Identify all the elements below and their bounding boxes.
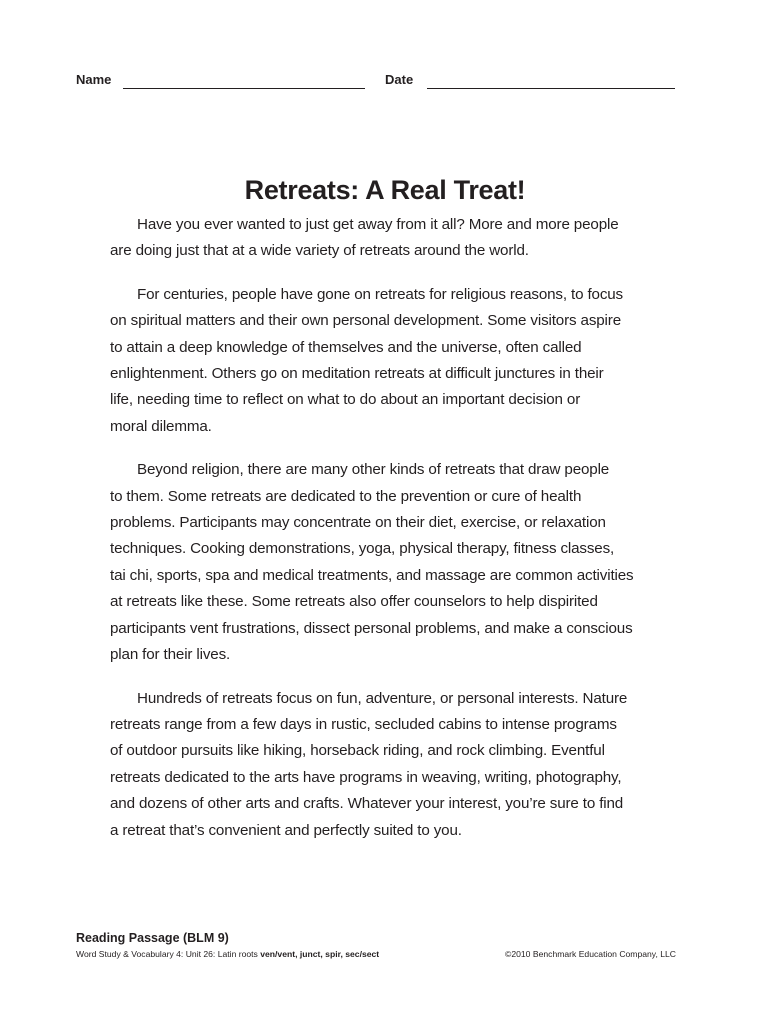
- footer-copyright: ©2010 Benchmark Education Company, LLC: [505, 949, 676, 959]
- passage-title: Retreats: A Real Treat!: [244, 175, 526, 206]
- paragraph: Beyond religion, there are many other kinds of retreats that draw people to them. Some retreats are dedicated to the prevention or cure of health problems. Participants may concentrate on their diet, exercise, or relaxation techniques. Cooking demonstrations, yoga, physical therapy, fitness classes, tai chi, sports, spa and medical treatments, and massage are common activities at retreats like these. Some retreats also offer counselors to help dispirited participants vent frustrations, dissect personal problems, and make a conscious plan for their lives.: [110, 461, 634, 664]
- paragraph: Hundreds of retreats focus on fun, adventure, or personal interests. Nature retreats range from a few days in rustic, secluded cabins to intense programs of outdoor pursuits like hiking, horseback riding, and rock climbing. Eventful retreats dedicated to the arts have programs in weaving, writing, photography, and dozens of other arts and crafts. Whatever your interest, you’re sure to find a retreat that’s convenient and perfectly suited to you.: [110, 689, 628, 839]
- footer-latin-roots: ven/vent, junct, spir, sec/sect: [260, 949, 380, 959]
- date-field-line[interactable]: [427, 88, 675, 89]
- paragraph: Have you ever wanted to just get away from it all? More and more people are doing just that at a wide variety of retreats around the world.: [110, 216, 619, 260]
- name-field-line[interactable]: [123, 88, 365, 89]
- footer-title: Reading Passage (BLM 9): [76, 931, 229, 945]
- paragraph: For centuries, people have gone on retreats for religious reasons, to focus on spiritual matters and their own personal development. Some visitors aspire to attain a deep knowledge of themselves and the universe, often called enlightenment. Others go on meditation retreats at difficult junctures in their life, needing time to reflect on what to do about an important decision or moral dilemma.: [110, 285, 624, 435]
- reading-passage: [110, 212, 660, 861]
- name-label: Name: [76, 72, 112, 87]
- footer-course-text: Word Study & Vocabulary 4: Unit 26: Latin roots: [76, 949, 261, 959]
- footer-course-info: [76, 949, 379, 960]
- date-label: Date: [385, 72, 414, 87]
- student-info-header: [76, 72, 676, 92]
